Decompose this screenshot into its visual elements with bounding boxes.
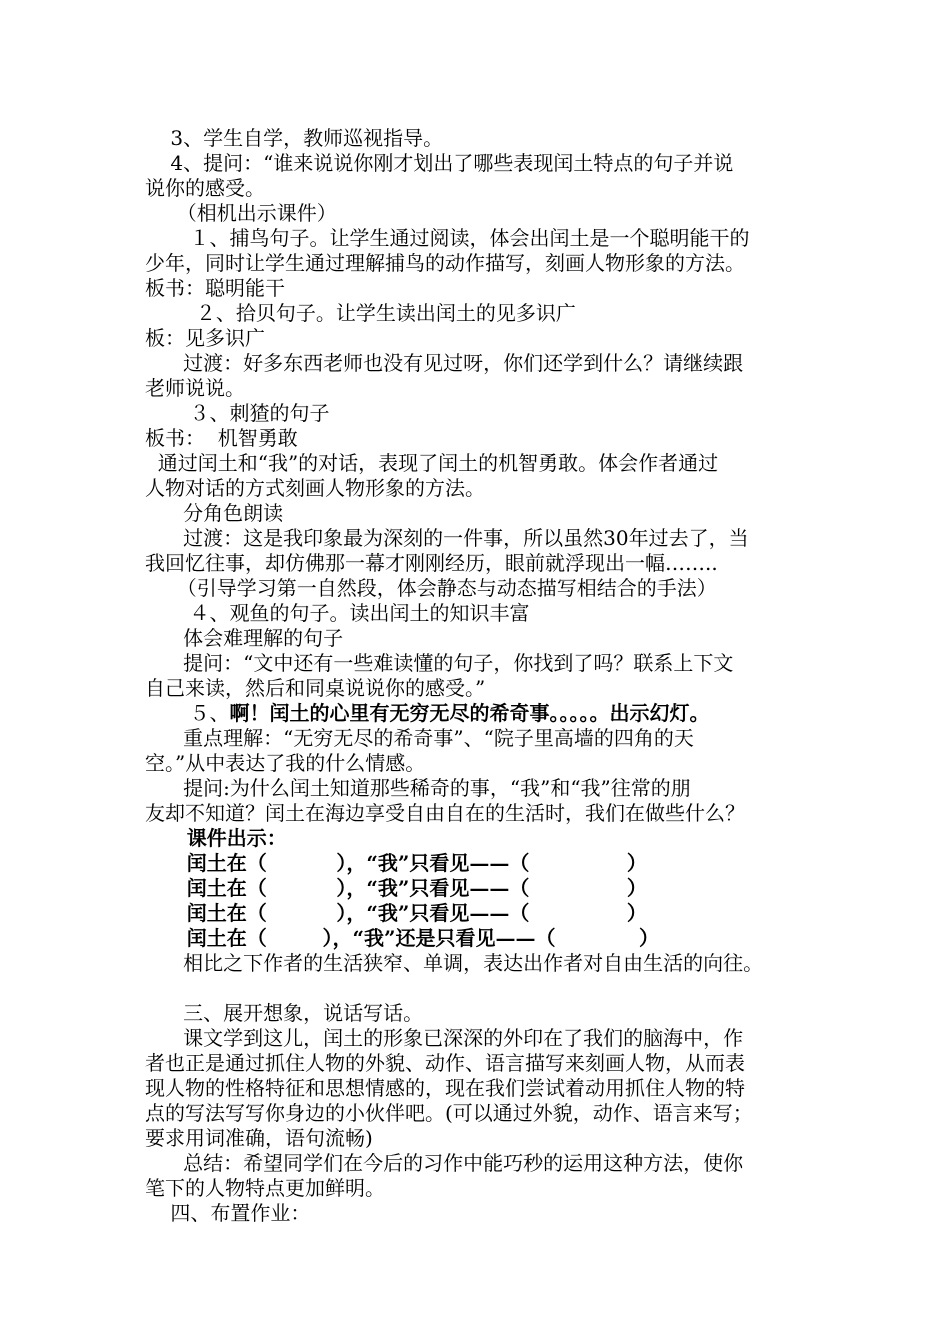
text-line: ５、啊！闰土的心里有无穷无尽的希奇事。。。。。出示幻灯。 bbox=[145, 701, 710, 725]
text-line: 闰土在（ ），“我”还是只看见——（ ） bbox=[145, 926, 660, 950]
text-line: 课件出示： bbox=[145, 826, 287, 850]
text-line: 自己来读，然后和同桌说说你的感受。” bbox=[145, 676, 486, 700]
text-line: 人物对话的方式刻画人物形象的方法。 bbox=[145, 476, 485, 500]
text-line: 4、提问：“谁来说说你刚才划出了哪些表现闰土特点的句子并说 bbox=[145, 151, 734, 175]
text-line: 笔下的人物特点更加鲜明。 bbox=[145, 1176, 385, 1200]
text-line: 点的写法写写你身边的小伙伴吧。(可以通过外貌，动作、语言来写； bbox=[145, 1101, 753, 1125]
text-line: 三、展开想象，说话写话。 bbox=[145, 1001, 424, 1025]
text-line: 板书： 机智勇敢 bbox=[145, 426, 298, 450]
text-line: （引导学习第一自然段，体会静态与动态描写相结合的手法） bbox=[145, 576, 717, 600]
text-line: 总结：希望同学们在今后的习作中能巧秒的运用这种方法，使你 bbox=[145, 1151, 744, 1175]
text-line: １、捕鸟句子。让学生通过阅读，体会出闰土是一个聪明能干的 bbox=[145, 226, 750, 250]
text-line: 我回忆往事，却仿佛那一幕才刚刚经历，眼前就浮现出一幅…….. bbox=[145, 551, 718, 575]
text-line: （相机出示课件） bbox=[145, 201, 337, 225]
text-line: 闰土在（ ），“我”只看见——（ ） bbox=[145, 851, 647, 875]
text-line: 3、学生自学，教师巡视指导。 bbox=[145, 126, 444, 150]
text-line: 说你的感受。 bbox=[145, 176, 265, 200]
text-line: 提问：“文中还有一些难读懂的句子，你找到了吗？联系上下文 bbox=[145, 651, 734, 675]
text-line: 板：见多识广 bbox=[145, 326, 265, 350]
text-line: 现人物的性格特征和思想情感的，现在我们尝试着动用抓住人物的特 bbox=[145, 1076, 745, 1100]
text-line: 板书：聪明能干 bbox=[145, 276, 285, 300]
text-line: 过渡：这是我印象最为深刻的一件事，所以虽然30年过去了，当 bbox=[145, 526, 749, 550]
text-line: ２、拾贝句子。让学生读出闰土的见多识广 bbox=[145, 301, 576, 325]
text-line: 少年，同时让学生通过理解捕鸟的动作描写，刻画人物形象的方法。 bbox=[145, 251, 745, 275]
text-line: 要求用词准确，语句流畅) bbox=[145, 1126, 373, 1150]
bold-text: 啊！闰土的心里有无穷无尽的希奇事。。。。。出示幻灯。 bbox=[229, 701, 710, 725]
text-line: 老师说说。 bbox=[145, 376, 245, 400]
text-line: 友却不知道？闰土在海边享受自由自在的生活时，我们在做些什么？ bbox=[145, 801, 745, 825]
text-line: 提问:为什么闰土知道那些稀奇的事，“我”和“我”往常的朋 bbox=[145, 776, 691, 800]
text-line: 者也正是通过抓住人物的外貌、动作、语言描写来刻画人物，从而表 bbox=[145, 1051, 745, 1075]
text-line: 课文学到这儿，闰土的形象已深深的外印在了我们的脑海中，作 bbox=[145, 1026, 744, 1050]
text-line: 空。”从中表达了我的什么情感。 bbox=[145, 751, 426, 775]
text-line: 闰土在（ ），“我”只看见——（ ） bbox=[145, 901, 647, 925]
text-line: 分角色朗读 bbox=[145, 501, 284, 525]
text-line: 体会难理解的句子 bbox=[145, 626, 344, 650]
text-line: 过渡：好多东西老师也没有见过呀，你们还学到什么？请继续跟 bbox=[145, 351, 744, 375]
text-line: 通过闰土和“我”的对话，表现了闰土的机智勇敢。体会作者通过 bbox=[145, 451, 719, 475]
text-line: ３、刺猹的句子 bbox=[145, 401, 330, 425]
text-line: 相比之下作者的生活狭窄、单调，表达出作者对自由生活的向往。 bbox=[145, 951, 764, 975]
text-line: 四、布置作业： bbox=[145, 1201, 311, 1225]
text-line: 闰土在（ ），“我”只看见——（ ） bbox=[145, 876, 647, 900]
text-line: 重点理解：“无穷无尽的希奇事”、“院子里高墙的四角的天 bbox=[145, 726, 694, 750]
text-line: ４、观鱼的句子。读出闰土的知识丰富 bbox=[145, 601, 530, 625]
